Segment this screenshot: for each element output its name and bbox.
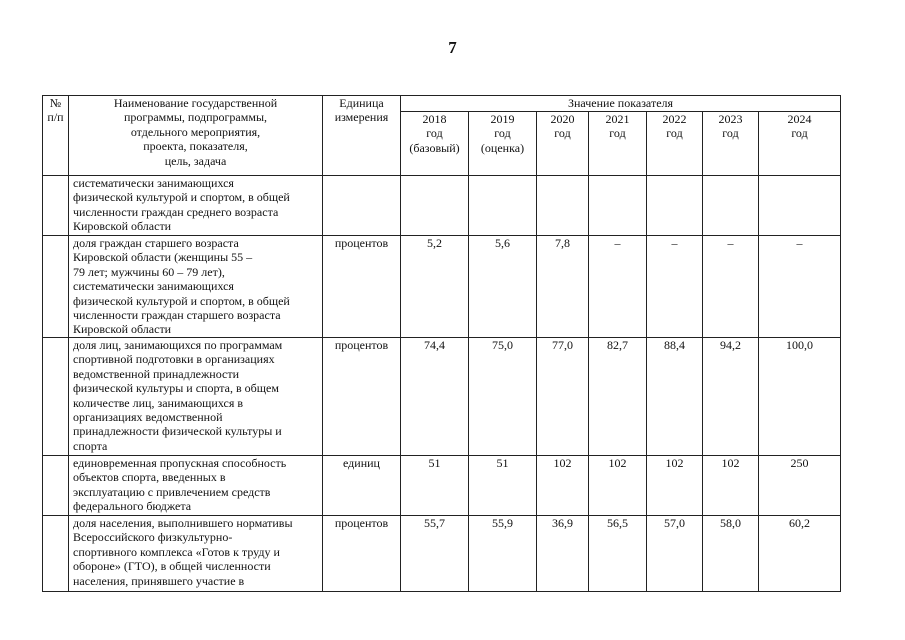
value-cell-1: 55,9 bbox=[469, 516, 537, 592]
value-cell-2: 102 bbox=[537, 456, 589, 516]
header-num: № п/п bbox=[43, 96, 69, 176]
value-cell-0: 51 bbox=[401, 456, 469, 516]
value-cell-4: 88,4 bbox=[647, 338, 703, 456]
header-name: Наименование государственной программы, подпрограммы, отдельного мероприятия, проекта, показателя, цель, задача bbox=[69, 96, 323, 176]
value-cell-4: 57,0 bbox=[647, 516, 703, 592]
row-num-cell bbox=[43, 338, 69, 456]
value-cell-6: – bbox=[759, 236, 841, 338]
header-year-2: 2020 год bbox=[537, 112, 589, 176]
value-cell-3: 102 bbox=[589, 456, 647, 516]
unit-cell: процентов bbox=[323, 338, 401, 456]
header-year-3: 2021 год bbox=[589, 112, 647, 176]
value-cell-4: – bbox=[647, 236, 703, 338]
value-cell-3: – bbox=[589, 236, 647, 338]
row-num-cell bbox=[43, 456, 69, 516]
value-cell-2: 36,9 bbox=[537, 516, 589, 592]
indicator-name-cell: единовременная пропускная способность объектов спорта, введенных в эксплуатацию с привлечением средств федерального бюджета bbox=[69, 456, 323, 516]
header-year-1: 2019 год (оценка) bbox=[469, 112, 537, 176]
indicator-name-cell: доля населения, выполнившего нормативы Всероссийского физкультурно- спортивного комплекса «Готов к труду и обороне» (ГТО), в общей численности населения, принявшего участие в bbox=[69, 516, 323, 592]
value-cell-0: 5,2 bbox=[401, 236, 469, 338]
table-row bbox=[43, 236, 841, 338]
table-row bbox=[43, 456, 841, 516]
header-year-0: 2018 год (базовый) bbox=[401, 112, 469, 176]
indicators-table bbox=[42, 95, 841, 592]
table-row bbox=[43, 516, 841, 592]
value-cell-5: 94,2 bbox=[703, 338, 759, 456]
row-num-cell bbox=[43, 516, 69, 592]
value-cell-5: 102 bbox=[703, 456, 759, 516]
value-cell-1: 5,6 bbox=[469, 236, 537, 338]
value-cell-3: 82,7 bbox=[589, 338, 647, 456]
indicator-name-cell: доля лиц, занимающихся по программам спортивной подготовки в организациях ведомственной принадлежности физической культуры и спорта, в общем количестве лиц, занимающихся в организациях ведомственной принадлежности физической культуры и спорта bbox=[69, 338, 323, 456]
unit-cell: единиц bbox=[323, 456, 401, 516]
header-year-5: 2023 год bbox=[703, 112, 759, 176]
value-cell-6: 60,2 bbox=[759, 516, 841, 592]
value-cell-6: 100,0 bbox=[759, 338, 841, 456]
indicator-name-cell: систематически занимающихся физической культурой и спортом, в общей численности граждан среднего возраста Кировской области bbox=[69, 176, 323, 236]
header-year-4: 2022 год bbox=[647, 112, 703, 176]
value-cell-6: 250 bbox=[759, 456, 841, 516]
value-cell-4 bbox=[647, 176, 703, 236]
header-values-group: Значение показателя bbox=[401, 96, 841, 112]
table-row bbox=[43, 176, 841, 236]
value-cell-5: 58,0 bbox=[703, 516, 759, 592]
page-number: 7 bbox=[448, 38, 457, 57]
value-cell-3: 56,5 bbox=[589, 516, 647, 592]
table-body bbox=[43, 176, 841, 592]
value-cell-1: 75,0 bbox=[469, 338, 537, 456]
value-cell-5 bbox=[703, 176, 759, 236]
indicator-name-cell: доля граждан старшего возраста Кировской области (женщины 55 – 79 лет; мужчины 60 – 79 лет), систематически занимающихся физической культурой и спортом, в общей численности граждан старшего возраста Кировской области bbox=[69, 236, 323, 338]
unit-cell: процентов bbox=[323, 236, 401, 338]
table-row bbox=[43, 338, 841, 456]
value-cell-0 bbox=[401, 176, 469, 236]
value-cell-2 bbox=[537, 176, 589, 236]
header-year-6: 2024 год bbox=[759, 112, 841, 176]
value-cell-3 bbox=[589, 176, 647, 236]
header-unit: Единица измерения bbox=[323, 96, 401, 176]
value-cell-5: – bbox=[703, 236, 759, 338]
header-row-top bbox=[43, 96, 841, 112]
row-num-cell bbox=[43, 236, 69, 338]
value-cell-2: 7,8 bbox=[537, 236, 589, 338]
value-cell-2: 77,0 bbox=[537, 338, 589, 456]
value-cell-1: 51 bbox=[469, 456, 537, 516]
unit-cell: процентов bbox=[323, 516, 401, 592]
value-cell-1 bbox=[469, 176, 537, 236]
value-cell-6 bbox=[759, 176, 841, 236]
row-num-cell bbox=[43, 176, 69, 236]
value-cell-0: 55,7 bbox=[401, 516, 469, 592]
unit-cell bbox=[323, 176, 401, 236]
value-cell-0: 74,4 bbox=[401, 338, 469, 456]
value-cell-4: 102 bbox=[647, 456, 703, 516]
